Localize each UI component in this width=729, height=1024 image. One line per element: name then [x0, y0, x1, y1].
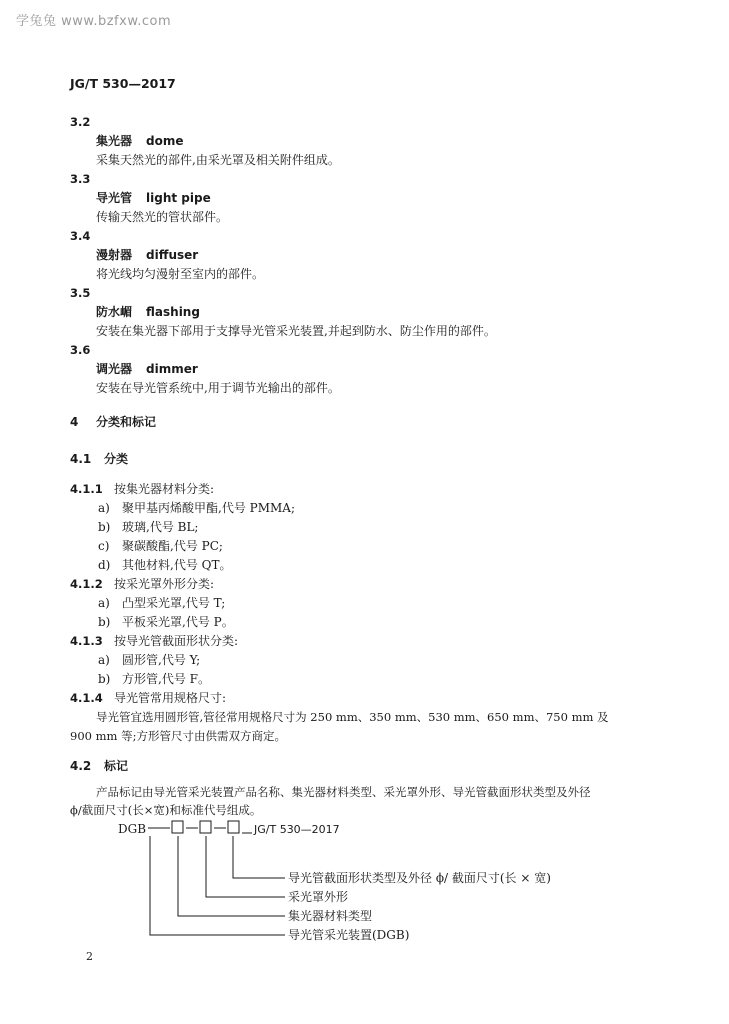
standard-header: JG/T 530—2017: [70, 76, 176, 91]
definition-number: 3.3: [70, 172, 91, 186]
list-item: d) 其他材料,代号 QT。: [98, 558, 232, 572]
code-suffix: JG/T 530—2017: [254, 823, 340, 836]
definition-number: 3.6: [70, 343, 91, 357]
definition-text: 安装在集光器下部用于支撑导光管采光装置,并起到防水、防尘作用的部件。: [96, 324, 496, 338]
paragraph-line: ϕ/截面尺寸(长×宽)和标准代号组成。: [70, 803, 262, 817]
watermark: 学兔兔 www.bzfxw.com: [16, 14, 172, 29]
leader-line: [233, 836, 285, 878]
paragraph-line: 产品标记由导光管采光装置产品名称、集光器材料类型、采光罩外形、导光管截面形状类型及外径: [96, 785, 591, 799]
list-item: c) 聚碳酸酯,代号 PC;: [98, 539, 223, 553]
list-item: a) 聚甲基丙烯酸甲酯,代号 PMMA;: [98, 501, 295, 515]
definition-text: 安装在导光管系统中,用于调节光输出的部件。: [96, 381, 340, 395]
list-item: b) 方形管,代号 F。: [98, 672, 210, 686]
leader-line: [206, 836, 285, 897]
definition-term: 导光管 light pipe: [96, 191, 211, 205]
leader-line: [178, 836, 285, 916]
leader-line: [150, 836, 285, 935]
placeholder-box: [200, 821, 211, 833]
clause-heading: 4.1.2 按采光罩外形分类:: [70, 577, 215, 591]
label-cover-shape: 采光罩外形: [288, 890, 349, 904]
list-item: b) 平板采光罩,代号 P。: [98, 615, 234, 629]
code-prefix: DGB: [118, 822, 147, 836]
definition-text: 传输天然光的管状部件。: [96, 210, 229, 224]
definition-term: 防水嵋 flashing: [96, 305, 200, 319]
list-item: a) 凸型采光罩,代号 T;: [98, 596, 226, 610]
definition-number: 3.5: [70, 286, 91, 300]
definition-term: 漫射器 diffuser: [96, 248, 199, 262]
clause-heading: 4.1.1 按集光器材料分类:: [70, 482, 215, 496]
list-item: a) 圆形管,代号 Y;: [98, 653, 201, 667]
label-section-shape: 导光管截面形状类型及外径 ϕ/ 截面尺寸(长 × 宽): [288, 871, 551, 885]
definition-text: 采集天然光的部件,由采光罩及相关附件组成。: [96, 153, 340, 167]
label-dome-material: 集光器材料类型: [288, 909, 373, 923]
subsection-heading: 4.2 标记: [70, 759, 129, 773]
definition-text: 将光线均匀漫射至室内的部件。: [96, 267, 265, 281]
definition-number: 3.2: [70, 115, 91, 129]
label-product-name: 导光管采光装置(DGB): [288, 928, 410, 942]
placeholder-box: [228, 821, 239, 833]
paragraph-line: 导光管宜选用圆形管,管径常用规格尺寸为 250 mm、350 mm、530 mm、650 mm、750 mm 及: [96, 710, 609, 724]
subsection-heading: 4.1 分类: [70, 452, 129, 466]
placeholder-box: [172, 821, 183, 833]
definition-term: 集光器 dome: [96, 134, 184, 148]
list-item: b) 玻璃,代号 BL;: [98, 520, 199, 534]
clause-heading: 4.1.4 导光管常用规格尺寸:: [70, 691, 227, 705]
definition-term: 调光器 dimmer: [96, 362, 198, 376]
page-number: 2: [86, 950, 93, 963]
section-heading: 4 分类和标记: [70, 415, 157, 429]
paragraph-line: 900 mm 等;方形管尺寸由供需双方商定。: [70, 729, 286, 743]
definition-number: 3.4: [70, 229, 91, 243]
clause-heading: 4.1.3 按导光管截面形状分类:: [70, 634, 239, 648]
